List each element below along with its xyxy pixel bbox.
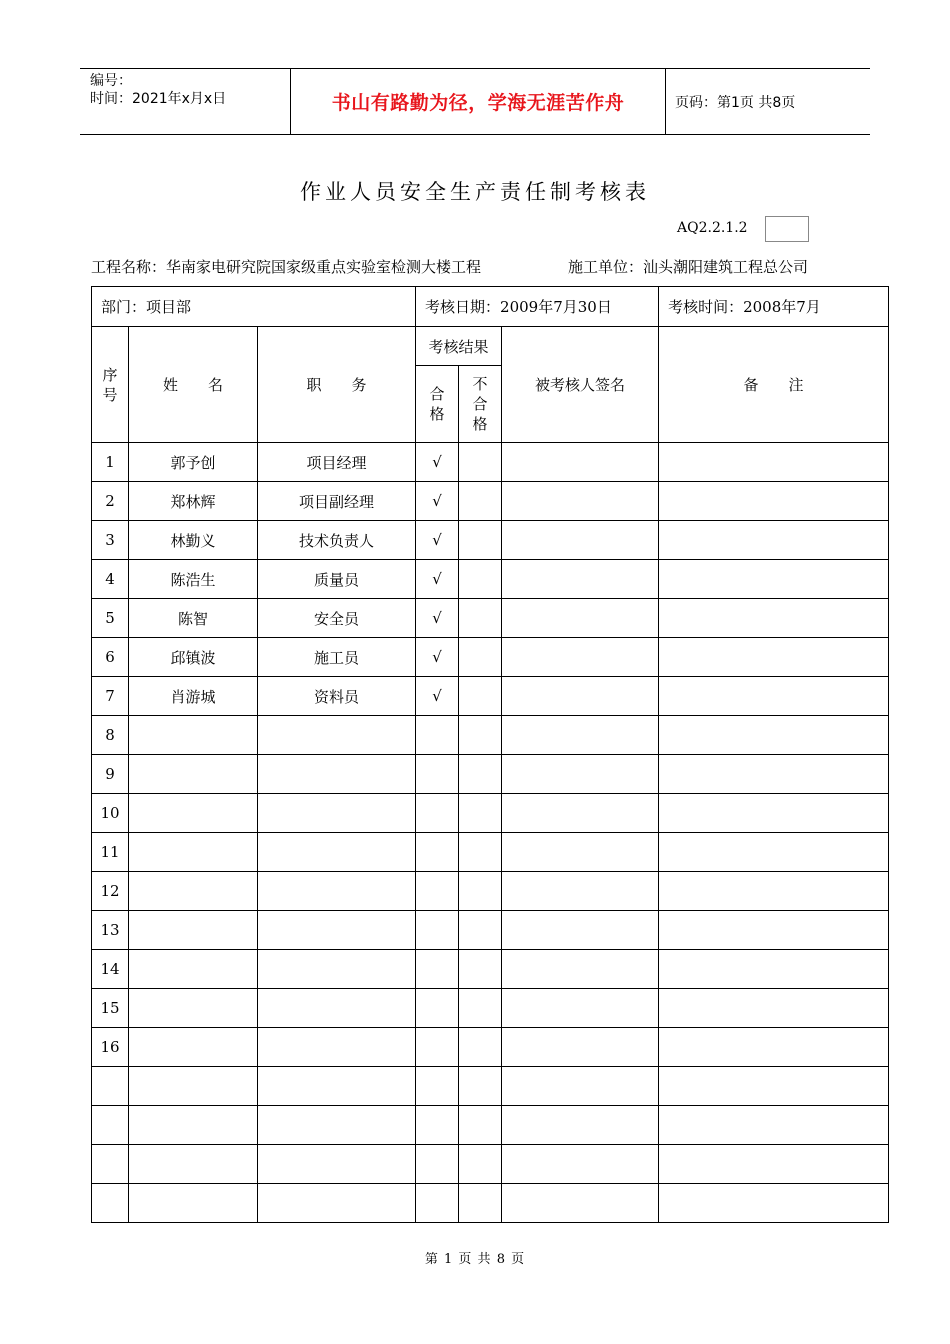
row-fail bbox=[459, 677, 502, 716]
row-remark bbox=[659, 911, 889, 950]
row-position bbox=[258, 911, 416, 950]
row-signature bbox=[502, 1106, 659, 1145]
table-row bbox=[92, 950, 889, 989]
row-signature bbox=[502, 1067, 659, 1106]
table-row bbox=[92, 1067, 889, 1106]
row-pass bbox=[416, 950, 459, 989]
row-name bbox=[129, 989, 258, 1028]
table-row bbox=[92, 716, 889, 755]
row-remark bbox=[659, 443, 889, 482]
table-row bbox=[92, 677, 889, 716]
table-row bbox=[92, 1106, 889, 1145]
row-position bbox=[258, 1145, 416, 1184]
table-row bbox=[92, 833, 889, 872]
row-pass bbox=[416, 1184, 459, 1223]
table-row bbox=[92, 872, 889, 911]
row-fail bbox=[459, 755, 502, 794]
assessment-table bbox=[91, 286, 889, 1223]
row-name bbox=[129, 1106, 258, 1145]
row-number: 5 bbox=[92, 599, 129, 638]
row-remark bbox=[659, 833, 889, 872]
row-position bbox=[258, 1028, 416, 1067]
row-pass: √ bbox=[416, 638, 459, 677]
row-position bbox=[258, 950, 416, 989]
row-name bbox=[129, 716, 258, 755]
row-pass bbox=[416, 872, 459, 911]
time-label: 时间：2021年x月x日 bbox=[90, 91, 227, 107]
row-fail bbox=[459, 638, 502, 677]
row-signature bbox=[502, 521, 659, 560]
document-title: 作业人员安全生产责任制考核表 bbox=[300, 180, 650, 204]
row-remark bbox=[659, 989, 889, 1028]
row-position bbox=[258, 755, 416, 794]
row-remark bbox=[659, 1067, 889, 1106]
review-date-cell: 考核日期：2009年7月30日 bbox=[416, 287, 659, 327]
row-number: 9 bbox=[92, 755, 129, 794]
header-motto: 书山有路勤为径，学海无涯苦作舟 bbox=[331, 92, 625, 114]
row-position: 施工员 bbox=[258, 638, 416, 677]
row-pass bbox=[416, 1028, 459, 1067]
row-remark bbox=[659, 560, 889, 599]
row-signature bbox=[502, 950, 659, 989]
row-remark bbox=[659, 521, 889, 560]
table-row bbox=[92, 560, 889, 599]
row-number: 11 bbox=[92, 833, 129, 872]
row-fail bbox=[459, 1145, 502, 1184]
row-position bbox=[258, 989, 416, 1028]
row-signature bbox=[502, 599, 659, 638]
row-signature bbox=[502, 989, 659, 1028]
row-name bbox=[129, 872, 258, 911]
page-header bbox=[80, 68, 870, 135]
form-code: AQ2.2.1.2 bbox=[677, 220, 748, 236]
row-name bbox=[129, 755, 258, 794]
row-pass bbox=[416, 1067, 459, 1106]
row-remark bbox=[659, 599, 889, 638]
row-position bbox=[258, 794, 416, 833]
col-header-remark: 备 注 bbox=[659, 327, 889, 443]
row-signature bbox=[502, 677, 659, 716]
row-pass bbox=[416, 989, 459, 1028]
header-page-info: 页码：第1页 共8页 bbox=[666, 69, 871, 135]
row-position bbox=[258, 833, 416, 872]
table-row bbox=[92, 443, 889, 482]
row-name: 陈浩生 bbox=[129, 560, 258, 599]
row-remark bbox=[659, 716, 889, 755]
col-header-pass: 合格 bbox=[416, 366, 459, 443]
row-name bbox=[129, 1028, 258, 1067]
row-fail bbox=[459, 872, 502, 911]
row-pass: √ bbox=[416, 443, 459, 482]
table-row bbox=[92, 638, 889, 677]
row-number bbox=[92, 1106, 129, 1145]
row-number bbox=[92, 1145, 129, 1184]
row-number: 3 bbox=[92, 521, 129, 560]
table-row bbox=[92, 911, 889, 950]
row-pass bbox=[416, 794, 459, 833]
row-number bbox=[92, 1184, 129, 1223]
row-fail bbox=[459, 794, 502, 833]
row-number: 1 bbox=[92, 443, 129, 482]
table-row bbox=[92, 989, 889, 1028]
row-signature bbox=[502, 560, 659, 599]
table-row bbox=[92, 482, 889, 521]
col-header-fail: 不合格 bbox=[459, 366, 502, 443]
row-pass: √ bbox=[416, 482, 459, 521]
row-fail bbox=[459, 560, 502, 599]
row-name: 陈智 bbox=[129, 599, 258, 638]
row-fail bbox=[459, 989, 502, 1028]
row-name: 林勤义 bbox=[129, 521, 258, 560]
row-fail bbox=[459, 911, 502, 950]
row-signature bbox=[502, 716, 659, 755]
row-fail bbox=[459, 1067, 502, 1106]
header-motto-cell bbox=[291, 69, 666, 135]
col-header-name: 姓 名 bbox=[129, 327, 258, 443]
row-fail bbox=[459, 1106, 502, 1145]
table-row bbox=[92, 1184, 889, 1223]
row-number: 14 bbox=[92, 950, 129, 989]
row-name bbox=[129, 833, 258, 872]
row-remark bbox=[659, 1184, 889, 1223]
number-label: 编号： bbox=[90, 73, 132, 89]
row-signature bbox=[502, 755, 659, 794]
row-position: 项目经理 bbox=[258, 443, 416, 482]
header-meta bbox=[80, 69, 291, 135]
row-pass bbox=[416, 911, 459, 950]
row-pass: √ bbox=[416, 560, 459, 599]
row-fail bbox=[459, 443, 502, 482]
col-header-position: 职 务 bbox=[258, 327, 416, 443]
row-fail bbox=[459, 521, 502, 560]
table-row bbox=[92, 599, 889, 638]
table-row bbox=[92, 521, 889, 560]
row-position bbox=[258, 1067, 416, 1106]
row-pass bbox=[416, 1145, 459, 1184]
row-pass: √ bbox=[416, 521, 459, 560]
row-remark bbox=[659, 950, 889, 989]
row-remark bbox=[659, 1145, 889, 1184]
row-signature bbox=[502, 833, 659, 872]
row-position bbox=[258, 716, 416, 755]
row-pass: √ bbox=[416, 677, 459, 716]
project-name: 工程名称：华南家电研究院国家级重点实验室检测大楼工程 bbox=[91, 258, 482, 276]
row-number: 13 bbox=[92, 911, 129, 950]
row-remark bbox=[659, 794, 889, 833]
row-name bbox=[129, 950, 258, 989]
row-remark bbox=[659, 872, 889, 911]
row-name bbox=[129, 1184, 258, 1223]
row-signature bbox=[502, 443, 659, 482]
department-cell: 部门：项目部 bbox=[92, 287, 416, 327]
row-position: 项目副经理 bbox=[258, 482, 416, 521]
row-signature bbox=[502, 1028, 659, 1067]
table-row bbox=[92, 755, 889, 794]
contractor-name: 施工单位：汕头潮阳建筑工程总公司 bbox=[568, 258, 809, 276]
col-header-seq: 序号 bbox=[92, 327, 129, 443]
row-remark bbox=[659, 482, 889, 521]
col-header-result: 考核结果 bbox=[416, 327, 502, 366]
row-number: 10 bbox=[92, 794, 129, 833]
row-name: 邱镇波 bbox=[129, 638, 258, 677]
row-fail bbox=[459, 1184, 502, 1223]
row-fail bbox=[459, 833, 502, 872]
row-remark bbox=[659, 1028, 889, 1067]
row-pass: √ bbox=[416, 599, 459, 638]
row-pass bbox=[416, 833, 459, 872]
row-pass bbox=[416, 755, 459, 794]
row-number: 7 bbox=[92, 677, 129, 716]
row-signature bbox=[502, 638, 659, 677]
row-position: 安全员 bbox=[258, 599, 416, 638]
row-signature bbox=[502, 872, 659, 911]
row-name: 郑林辉 bbox=[129, 482, 258, 521]
row-remark bbox=[659, 1106, 889, 1145]
row-number: 16 bbox=[92, 1028, 129, 1067]
row-remark bbox=[659, 638, 889, 677]
row-pass bbox=[416, 716, 459, 755]
row-position: 资料员 bbox=[258, 677, 416, 716]
row-name: 肖游城 bbox=[129, 677, 258, 716]
row-position bbox=[258, 1184, 416, 1223]
row-name: 郭予创 bbox=[129, 443, 258, 482]
table-row bbox=[92, 1145, 889, 1184]
row-number: 12 bbox=[92, 872, 129, 911]
row-position bbox=[258, 1106, 416, 1145]
row-number: 6 bbox=[92, 638, 129, 677]
row-fail bbox=[459, 1028, 502, 1067]
row-remark bbox=[659, 755, 889, 794]
row-fail bbox=[459, 716, 502, 755]
col-header-signature: 被考核人签名 bbox=[502, 327, 659, 443]
row-name bbox=[129, 794, 258, 833]
row-remark bbox=[659, 677, 889, 716]
page-footer: 第 1 页 共 8 页 bbox=[424, 1252, 526, 1267]
review-period-cell: 考核时间：2008年7月 bbox=[659, 287, 889, 327]
row-signature bbox=[502, 794, 659, 833]
table-row bbox=[92, 794, 889, 833]
row-number bbox=[92, 1067, 129, 1106]
row-fail bbox=[459, 482, 502, 521]
row-signature bbox=[502, 1145, 659, 1184]
row-fail bbox=[459, 599, 502, 638]
row-number: 2 bbox=[92, 482, 129, 521]
row-position: 技术负责人 bbox=[258, 521, 416, 560]
row-position bbox=[258, 872, 416, 911]
row-name bbox=[129, 911, 258, 950]
row-number: 15 bbox=[92, 989, 129, 1028]
form-code-box bbox=[765, 216, 809, 242]
row-name bbox=[129, 1145, 258, 1184]
row-signature bbox=[502, 482, 659, 521]
row-name bbox=[129, 1067, 258, 1106]
row-position: 质量员 bbox=[258, 560, 416, 599]
row-number: 4 bbox=[92, 560, 129, 599]
row-pass bbox=[416, 1106, 459, 1145]
row-fail bbox=[459, 950, 502, 989]
table-row bbox=[92, 1028, 889, 1067]
row-number: 8 bbox=[92, 716, 129, 755]
row-signature bbox=[502, 911, 659, 950]
row-signature bbox=[502, 1184, 659, 1223]
